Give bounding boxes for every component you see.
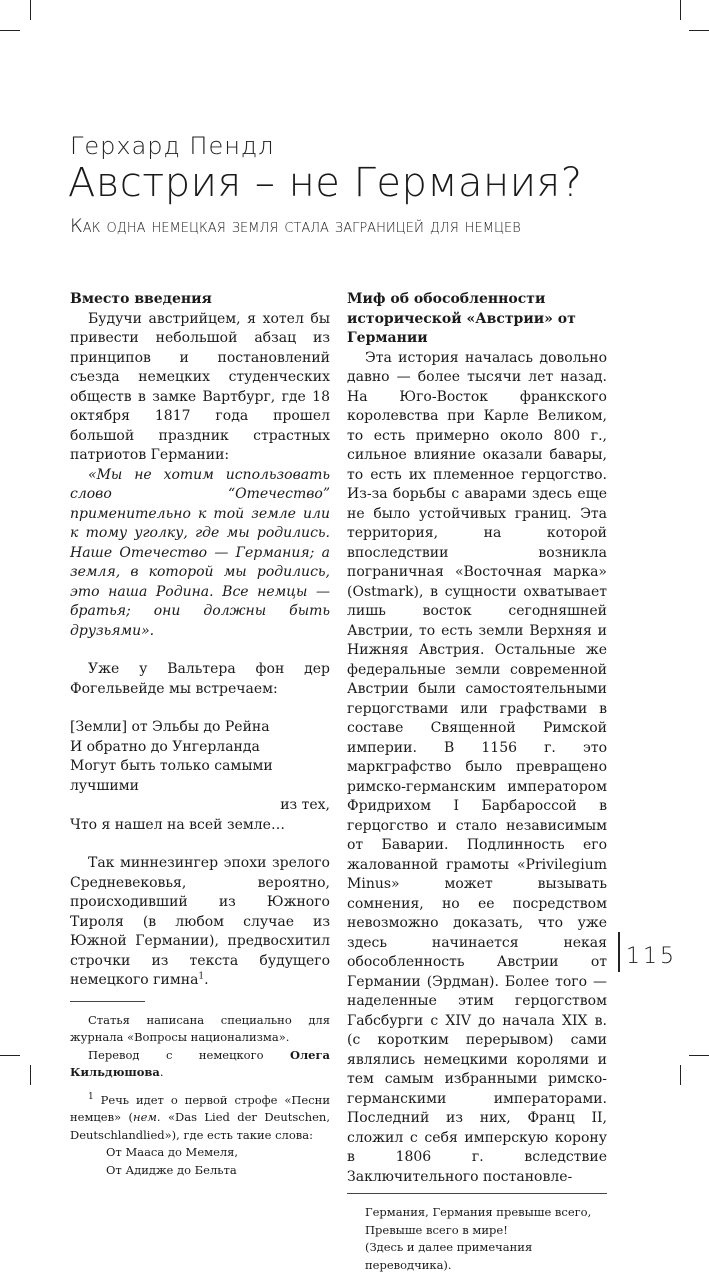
crop-mark — [30, 0, 31, 20]
footnote: $^1$ Речь идет о первой строфе «Песни немцев» (нем. «Das Lied der Deutschen, Deutschlandlied»), где есть такие слова: — [70, 1091, 330, 1142]
left-column — [70, 290, 330, 1179]
footnotes — [70, 1012, 330, 1180]
footnote-line: Превыше всего в мире! — [365, 1222, 508, 1237]
crop-mark — [689, 30, 709, 31]
footnotes — [347, 1204, 607, 1274]
note: Перевод с немецкого Олега Кильдюшова. — [70, 1047, 330, 1079]
page-number: 115 — [626, 944, 677, 969]
section-heading: Миф об обособленности исторической «Австрии» от Германии — [347, 291, 576, 346]
footnote-line: От Мааса до Мемеля, — [106, 1145, 239, 1159]
verse-line: Что я нашел на всей земле… — [70, 816, 285, 833]
crop-mark — [0, 30, 20, 31]
footnote-line: (Здесь и далее примечания переводчика). — [365, 1240, 533, 1272]
paragraph: Эта история началась довольно давно — более тысячи лет назад. На Юго-Восток франкского королевства при Карле Великом, то есть примерно около 800 г., сильное влияние оказали бавары, то есть их племенное герцогство. Из-за борьбы с аварами здесь еще не было устойчивых границ. Эта территория, на которой впоследствии возникла пограничная «Восточная марка» (Ostmark), в сущности охватывает лишь восток сегодняшней Австрии, то есть земли Верхняя и Нижняя Австрия. Остальные же федеральные земли современной Австрии были самостоятельными герцогствами или графствами в составе Священной Римской империи. В 1156 г. это маркграфство было превращено римско-германским императором Фридрихом I Барбароссой в герцогство и стало независимым от Баварии. Подлинность его жалованной грамоты «Privilegium Minus» может вызывать сомнения, но ее посредством невозможно доказать, что уже здесь начинается некая обособленность Австрии от Германии (Эрдман). Более того — наделенные этим герцогством Габсбурги с XIV до начала XIX в. (с коротким перерывом) сами являлись немецкими королями и тем самым избранными римско-германскими императорами. Последний из них, Франц II, сложил с себя имперскую корону в 1806 г. вследствие Заключительного постановле- — [347, 349, 607, 1185]
footnote-line: Германия, Германия превыше всего, — [365, 1205, 592, 1219]
section-heading: Вместо введения — [70, 291, 212, 307]
footnote-rule — [347, 1193, 607, 1194]
footnote-ref: 1 — [198, 971, 205, 982]
footnote-line: От Адидже до Бельта — [106, 1162, 237, 1177]
verse-line: Могут быть только самыми лучшими — [70, 758, 273, 794]
note: Статья написана специально для журнала «Вопросы национализма». — [70, 1012, 330, 1044]
article-subtitle: Как одна немецкая земля стала заграницей для немцев — [70, 215, 521, 237]
crop-mark — [689, 1055, 709, 1056]
right-column — [347, 290, 607, 1274]
verse-line: [Земли] от Эльбы до Рейна — [70, 719, 270, 735]
quote: «Мы не хотим использовать слово “Отечество” применительно к той земле или к тому уголку, где мы родились. Наше Отечество — Германия; а земля, в которой мы родились, это наша Родина. Все немцы — братья; они должны быть друзьями». — [70, 466, 330, 639]
verse — [70, 718, 330, 835]
crop-mark — [0, 1055, 20, 1056]
translator-name: Олега Кильдюшова — [70, 1047, 330, 1079]
verse-line: И обратно до Унгерланда — [70, 738, 260, 755]
crop-mark — [680, 1065, 681, 1085]
verse-line: из тех, — [280, 797, 330, 813]
paragraph: Так миннезингер эпохи зрелого Средневековья, вероятно, происходивший из Южного Тироля (в любом случае из Южной Германии), предвосхитил строчки из текста будущего немецкого гимна$^1$. — [70, 855, 330, 988]
article-author: Герхард Пендл — [70, 132, 275, 160]
crop-mark — [680, 0, 681, 20]
crop-mark — [30, 1065, 31, 1085]
page-number-rule — [618, 932, 620, 972]
footnote-rule — [70, 1001, 145, 1002]
paragraph: Будучи австрийцем, я хотел бы привести небольшой абзац из принципов и постановлений съезда немецких студенческих обществ в замке Вартбург, где 18 октября 1817 года прошел большой праздник страстных патриотов Германии: — [70, 310, 330, 463]
paragraph: Уже у Вальтера фон дер Фогельвейде мы встречаем: — [70, 661, 330, 697]
article-title: Австрия – не Германия? — [68, 160, 583, 206]
paragraph-text: Так миннезингер эпохи зрелого Средневековья, вероятно, происходивший из Южного Тироля (в любом случае из Южной Германии), предвосхитил строчки из текста будущего немецкого гимна — [70, 855, 330, 988]
